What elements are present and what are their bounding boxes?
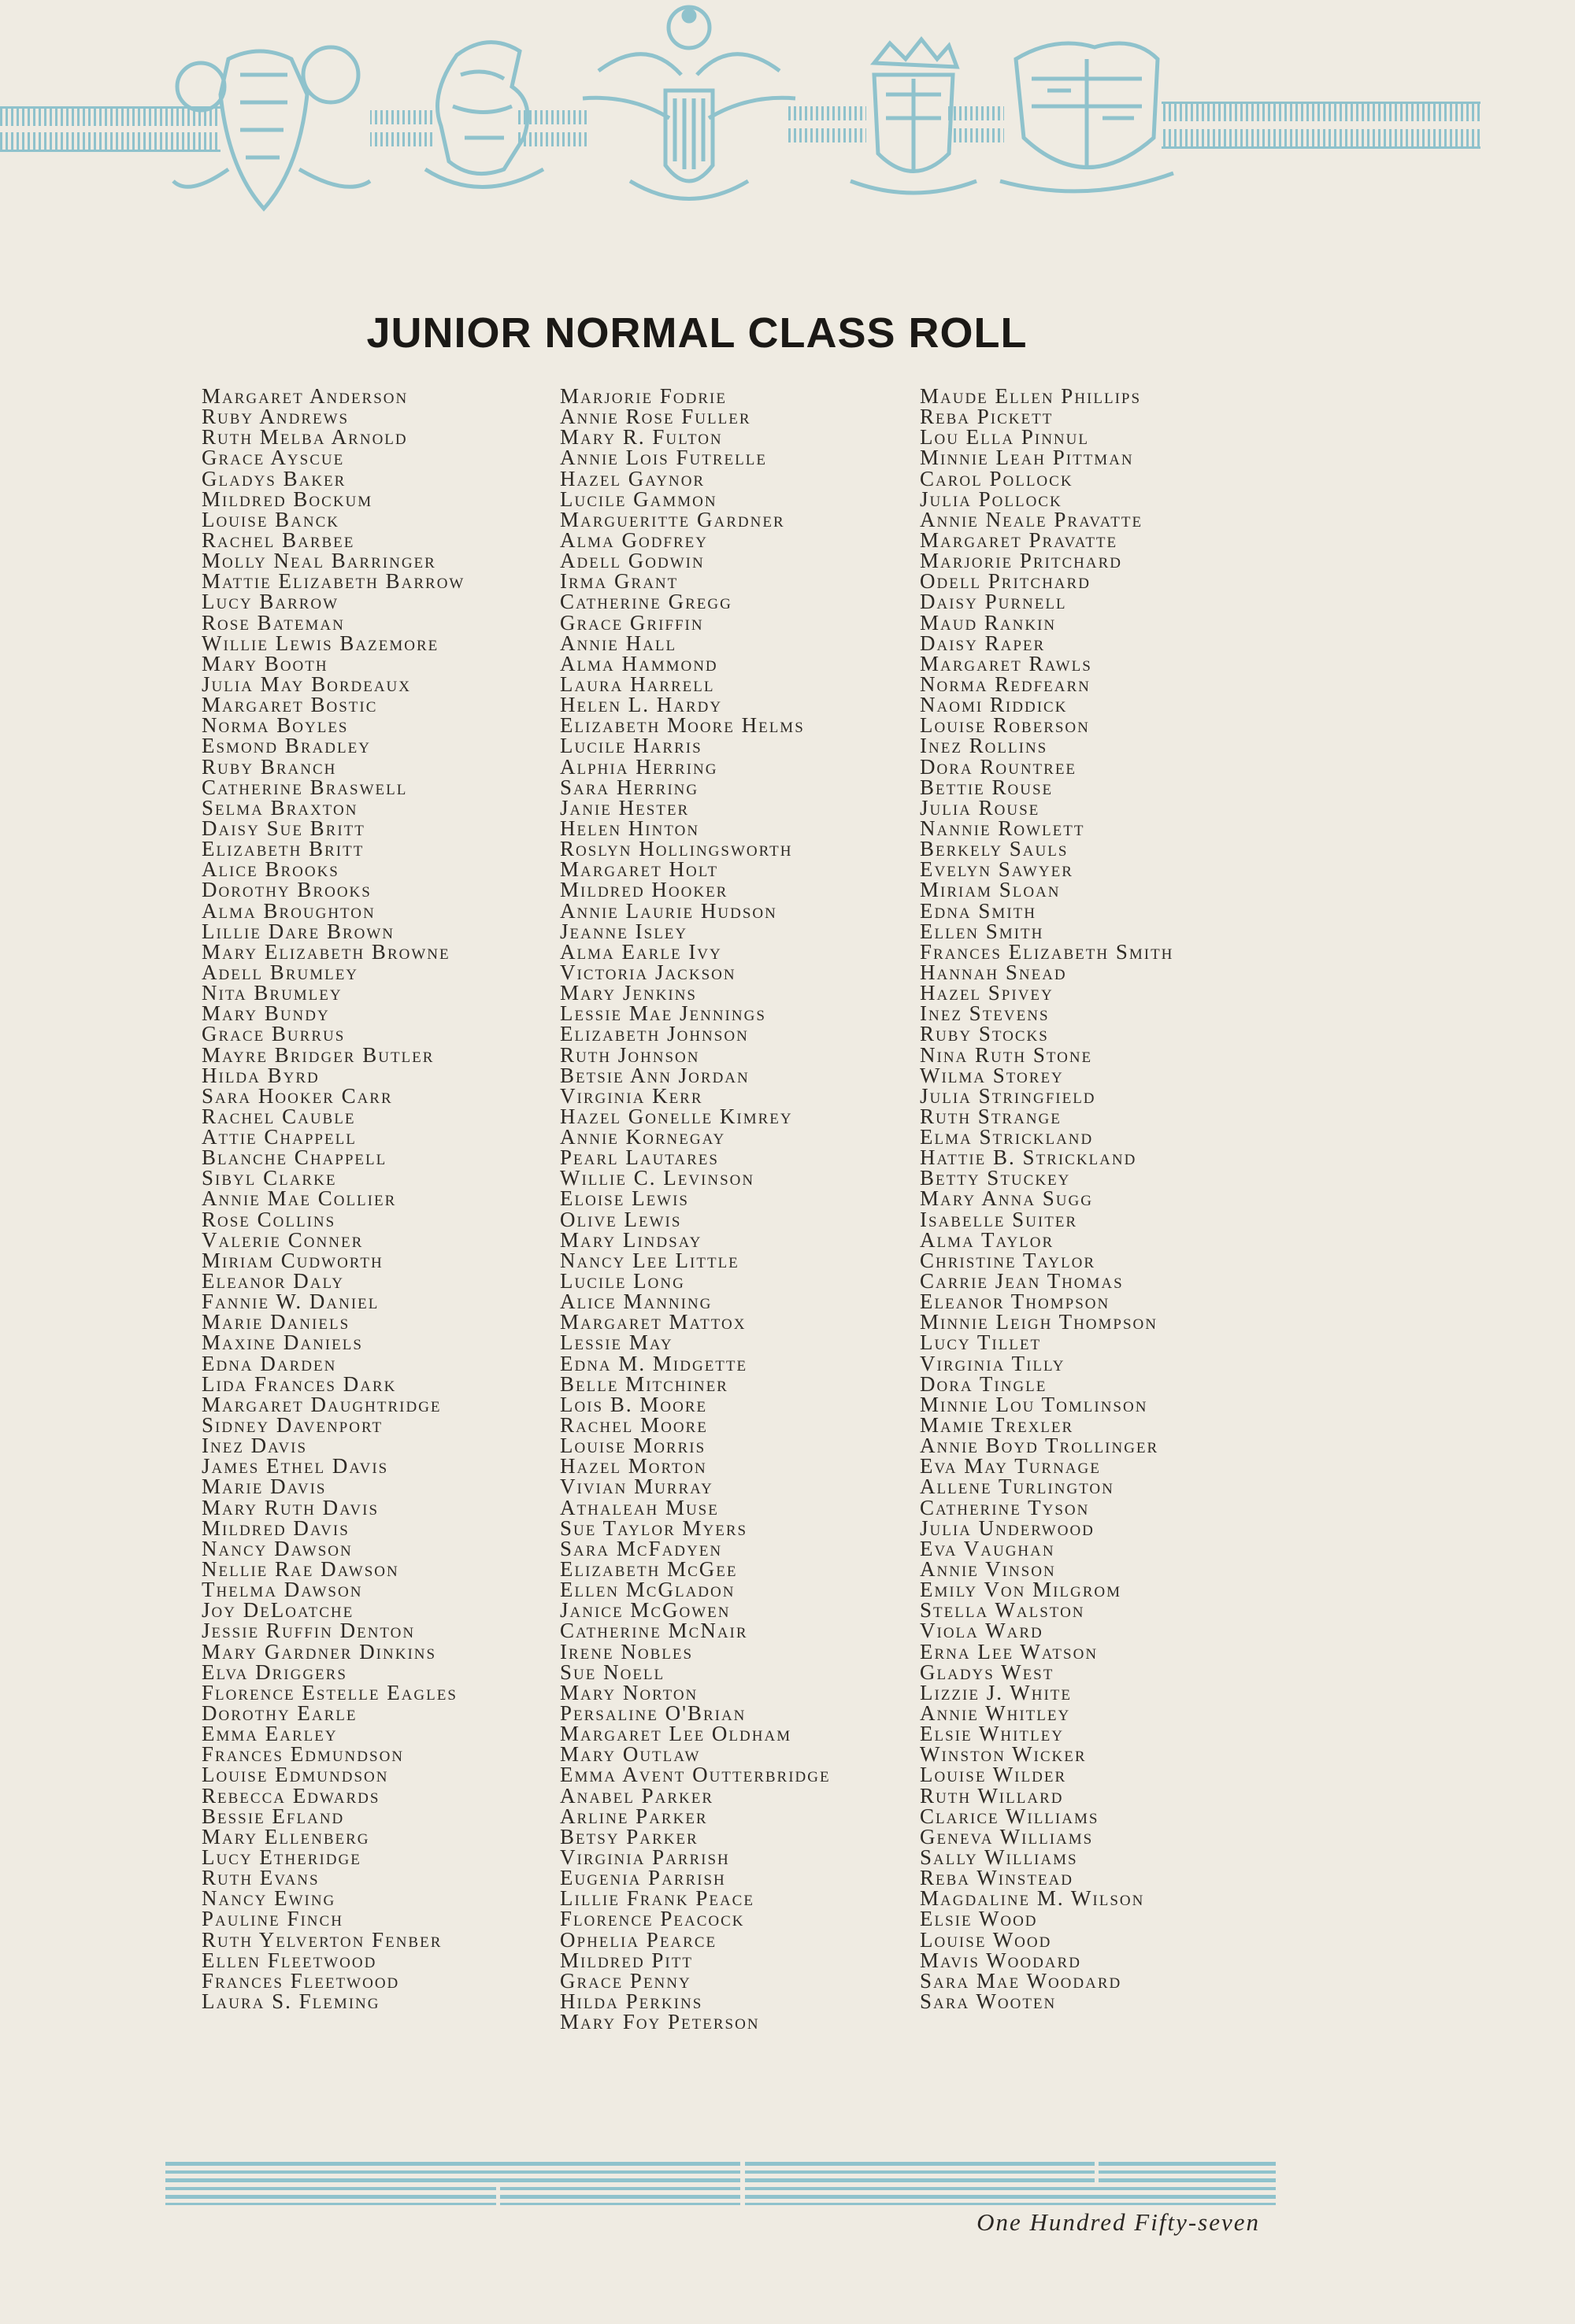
student-name: Ruth Yelverton Fenber xyxy=(202,1927,443,1952)
student-name: Lucile Gammon xyxy=(560,487,717,511)
student-name: Helen Hinton xyxy=(560,816,700,840)
student-name: Helen L. Hardy xyxy=(560,693,723,717)
student-name: Lessie May xyxy=(560,1330,673,1355)
student-name: Hattie B. Strickland xyxy=(920,1145,1137,1170)
student-name: Eloise Lewis xyxy=(560,1186,689,1211)
student-name: Ruth Melba Arnold xyxy=(202,425,408,450)
student-name: Mary Lindsay xyxy=(560,1227,702,1252)
class-roll xyxy=(0,386,1575,2055)
student-name: Rose Bateman xyxy=(202,610,345,635)
student-name: Nannie Rowlett xyxy=(920,816,1085,840)
student-name: Hazel Gonelle Kimrey xyxy=(560,1104,793,1128)
student-name: Lida Frances Dark xyxy=(202,1371,397,1396)
student-name: Hilda Perkins xyxy=(560,1989,703,2013)
student-name: Annie Kornegay xyxy=(560,1125,726,1149)
student-name: Irene Nobles xyxy=(560,1639,694,1663)
student-name: Sara McFadyen xyxy=(560,1536,723,1560)
student-name: Mamie Trexler xyxy=(920,1413,1074,1438)
student-name: Grace Penny xyxy=(560,1968,691,1993)
student-name: Mayre Bridger Butler xyxy=(202,1042,435,1067)
student-name: Louise Roberson xyxy=(920,713,1090,738)
student-name: Blanche Chappell xyxy=(202,1145,387,1170)
student-name: Margaret Daughtridge xyxy=(202,1392,442,1416)
student-name: Isabelle Suiter xyxy=(920,1207,1078,1231)
student-name: Annie Whitley xyxy=(920,1701,1071,1725)
student-name: Persaline O'Brian xyxy=(560,1701,747,1725)
student-name: Sue Taylor Myers xyxy=(560,1515,748,1540)
student-name: Roslyn Hollingsworth xyxy=(560,837,793,861)
student-name: Ruth Evans xyxy=(202,1866,320,1890)
student-name: Sidney Davenport xyxy=(202,1413,384,1438)
student-name: Alma Godfrey xyxy=(560,527,708,552)
student-name: Annie Mae Collier xyxy=(202,1186,397,1211)
student-name: Naomi Riddick xyxy=(920,693,1068,717)
student-name: Winston Wicker xyxy=(920,1742,1087,1767)
student-name: Annie Laurie Hudson xyxy=(560,898,777,923)
student-name: Mary Gardner Dinkins xyxy=(202,1639,437,1663)
student-name: Pearl Lautares xyxy=(560,1145,719,1170)
student-name: Mary Bundy xyxy=(202,1001,330,1026)
student-name: Elma Strickland xyxy=(920,1125,1094,1149)
student-name: Nancy Ewing xyxy=(202,1886,336,1911)
student-name: Emily Von Milgrom xyxy=(920,1578,1122,1602)
student-name: Norma Boyles xyxy=(202,713,349,738)
student-name: Hannah Snead xyxy=(920,960,1067,984)
student-name: Louise Wood xyxy=(920,1927,1052,1952)
student-name: Lillie Dare Brown xyxy=(202,919,395,943)
crest-shield-right-icon xyxy=(1000,43,1173,191)
student-name: Victoria Jackson xyxy=(560,960,736,984)
student-name: Ruth Strange xyxy=(920,1104,1062,1128)
student-name: Carol Pollock xyxy=(920,466,1073,490)
student-name: Pauline Finch xyxy=(202,1907,343,1931)
student-name: Hilda Byrd xyxy=(202,1063,320,1087)
page-number: One Hundred Fifty-seven xyxy=(976,2208,1260,2236)
student-name: Annie Hall xyxy=(560,631,677,655)
student-name: Julia Underwood xyxy=(920,1515,1095,1540)
student-name: Nancy Dawson xyxy=(202,1536,353,1560)
roll-column-3 xyxy=(920,386,1173,2011)
student-name: Hazel Spivey xyxy=(920,981,1054,1005)
student-name: Margaret Anderson xyxy=(202,384,409,408)
student-name: Gladys West xyxy=(920,1660,1054,1684)
student-name: Bettie Rouse xyxy=(920,775,1054,799)
student-name: Elsie Wood xyxy=(920,1907,1038,1931)
student-name: Minnie Leah Pittman xyxy=(920,446,1134,470)
student-name: Mary Norton xyxy=(560,1680,699,1704)
student-name: Alma Taylor xyxy=(920,1227,1054,1252)
student-name: Mary Elizabeth Browne xyxy=(202,939,450,964)
student-name: Hazel Morton xyxy=(560,1454,707,1478)
student-name: Ruby Stocks xyxy=(920,1022,1049,1046)
student-name: Irma Grant xyxy=(560,569,679,594)
student-name: Eva May Turnage xyxy=(920,1454,1101,1478)
student-name: Eleanor Daly xyxy=(202,1269,344,1293)
student-name: Mildred Hooker xyxy=(560,878,728,902)
student-name: Mary Outlaw xyxy=(560,1742,701,1767)
student-name: Alphia Herring xyxy=(560,754,718,779)
student-name: Eva Vaughan xyxy=(920,1536,1055,1560)
student-name: Lizzie J. White xyxy=(920,1680,1072,1704)
student-name: Maud Rankin xyxy=(920,610,1057,635)
student-name: Evelyn Sawyer xyxy=(920,857,1073,882)
student-name: Wilma Storey xyxy=(920,1063,1064,1087)
student-name: Lessie Mae Jennings xyxy=(560,1001,766,1026)
student-name: Alma Hammond xyxy=(560,651,718,675)
student-name: Mary Ruth Davis xyxy=(202,1495,380,1519)
crest-lion-icon xyxy=(425,43,543,187)
student-name: Elsie Whitley xyxy=(920,1722,1064,1746)
student-name: Clarice Williams xyxy=(920,1804,1099,1828)
student-name: Daisy Purnell xyxy=(920,590,1067,614)
student-name: Ellen McGladon xyxy=(560,1578,736,1602)
student-name: Lucile Long xyxy=(560,1269,685,1293)
student-name: Lillie Frank Peace xyxy=(560,1886,754,1911)
student-name: Elizabeth McGee xyxy=(560,1557,738,1582)
student-name: Louise Edmundson xyxy=(202,1763,389,1787)
student-name: Minnie Leigh Thompson xyxy=(920,1310,1158,1334)
student-name: Sally Williams xyxy=(920,1845,1078,1869)
student-name: Adell Godwin xyxy=(560,549,705,573)
student-name: Athaleah Muse xyxy=(560,1495,719,1519)
student-name: Willie C. Levinson xyxy=(560,1166,755,1190)
student-name: Minnie Lou Tomlinson xyxy=(920,1392,1148,1416)
student-name: Daisy Raper xyxy=(920,631,1046,655)
student-name: Erna Lee Watson xyxy=(920,1639,1099,1663)
student-name: Dora Rountree xyxy=(920,754,1077,779)
student-name: Alice Manning xyxy=(560,1290,713,1314)
student-name: Laura Harrell xyxy=(560,672,715,696)
student-name: Catherine McNair xyxy=(560,1619,748,1643)
student-name: Grace Burrus xyxy=(202,1022,346,1046)
student-name: Sara Wooten xyxy=(920,1989,1057,2013)
student-name: Adell Brumley xyxy=(202,960,359,984)
student-name: Berkely Sauls xyxy=(920,837,1069,861)
student-name: Christine Taylor xyxy=(920,1248,1096,1272)
student-name: Sibyl Clarke xyxy=(202,1166,337,1190)
student-name: Alma Broughton xyxy=(202,898,376,923)
student-name: Nina Ruth Stone xyxy=(920,1042,1093,1067)
student-name: Mattie Elizabeth Barrow xyxy=(202,569,465,594)
student-name: Virginia Parrish xyxy=(560,1845,730,1869)
student-name: Mary Foy Peterson xyxy=(560,2010,760,2034)
student-name: Geneva Williams xyxy=(920,1824,1094,1848)
student-name: Selma Braxton xyxy=(202,795,358,820)
student-name: Bessie Efland xyxy=(202,1804,345,1828)
crest-shield-left-icon xyxy=(173,47,370,209)
student-name: Fannie W. Daniel xyxy=(202,1290,380,1314)
student-name: Grace Griffin xyxy=(560,610,704,635)
student-name: Alice Brooks xyxy=(202,857,339,882)
student-name: Odell Pritchard xyxy=(920,569,1091,594)
student-name: Ruby Branch xyxy=(202,754,337,779)
student-name: Willie Lewis Bazemore xyxy=(202,631,439,655)
student-name: Frances Edmundson xyxy=(202,1742,405,1767)
student-name: Annie Lois Futrelle xyxy=(560,446,767,470)
student-name: Mavis Woodard xyxy=(920,1948,1081,1972)
student-name: Mildred Pitt xyxy=(560,1948,693,1972)
student-name: Maxine Daniels xyxy=(202,1330,363,1355)
student-name: Margaret Bostic xyxy=(202,693,378,717)
student-name: Valerie Conner xyxy=(202,1227,364,1252)
student-name: Frances Elizabeth Smith xyxy=(920,939,1174,964)
student-name: Nellie Rae Dawson xyxy=(202,1557,399,1582)
student-name: Dora Tingle xyxy=(920,1371,1047,1396)
student-name: Jeanne Isley xyxy=(560,919,688,943)
student-name: Sue Noell xyxy=(560,1660,665,1684)
student-name: Janie Hester xyxy=(560,795,690,820)
student-name: Annie Rose Fuller xyxy=(560,405,751,429)
student-name: Betsy Parker xyxy=(560,1824,699,1848)
student-name: Dorothy Brooks xyxy=(202,878,372,902)
right-bar-rules xyxy=(1162,102,1480,149)
student-name: Mary R. Fulton xyxy=(560,425,723,450)
roll-column-2 xyxy=(560,386,831,2032)
student-name: Edna M. Midgette xyxy=(560,1351,748,1375)
crest-eagle-icon xyxy=(583,7,795,199)
student-name: Esmond Bradley xyxy=(202,734,371,758)
student-name: Janice McGowen xyxy=(560,1598,731,1623)
student-name: Rose Collins xyxy=(202,1207,336,1231)
student-name: Marie Davis xyxy=(202,1475,327,1499)
roll-column-1 xyxy=(202,386,465,2011)
student-name: Hazel Gaynor xyxy=(560,466,706,490)
student-name: Jessie Ruffin Denton xyxy=(202,1619,416,1643)
student-name: Vivian Murray xyxy=(560,1475,713,1499)
student-name: Thelma Dawson xyxy=(202,1578,363,1602)
heraldic-header-ornament xyxy=(0,0,1575,228)
student-name: Elizabeth Johnson xyxy=(560,1022,749,1046)
student-name: Inez Davis xyxy=(202,1434,308,1458)
student-name: Ruth Johnson xyxy=(560,1042,700,1067)
student-name: Marie Daniels xyxy=(202,1310,350,1334)
student-name: Elizabeth Britt xyxy=(202,837,365,861)
student-name: Ellen Smith xyxy=(920,919,1044,943)
footer-ornament-band xyxy=(165,2159,1276,2207)
student-name: Arline Parker xyxy=(560,1804,708,1828)
student-name: Marjorie Pritchard xyxy=(920,549,1123,573)
student-name: Dorothy Earle xyxy=(202,1701,358,1725)
student-name: Joy DeLoatche xyxy=(202,1598,354,1623)
student-name: Miriam Cudworth xyxy=(202,1248,384,1272)
student-name: James Ethel Davis xyxy=(202,1454,389,1478)
student-name: Margaret Pravatte xyxy=(920,527,1118,552)
student-name: Nancy Lee Little xyxy=(560,1248,739,1272)
page-title: JUNIOR NORMAL CLASS ROLL xyxy=(366,309,1028,357)
student-name: Emma Avent Outterbridge xyxy=(560,1763,831,1787)
student-name: Virginia Kerr xyxy=(560,1083,703,1108)
student-name: Rachel Cauble xyxy=(202,1104,356,1128)
student-name: Catherine Braswell xyxy=(202,775,408,799)
student-name: Anabel Parker xyxy=(560,1783,713,1808)
student-name: Lucy Barrow xyxy=(202,590,339,614)
student-name: Olive Lewis xyxy=(560,1207,682,1231)
student-name: Louise Banck xyxy=(202,507,340,531)
student-name: Margaret Lee Oldham xyxy=(560,1722,792,1746)
student-name: Edna Smith xyxy=(920,898,1036,923)
student-name: Norma Redfearn xyxy=(920,672,1091,696)
student-name: Ruth Willard xyxy=(920,1783,1064,1808)
student-name: Sara Hooker Carr xyxy=(202,1083,393,1108)
student-name: Margaret Rawls xyxy=(920,651,1092,675)
student-name: Mildred Davis xyxy=(202,1515,350,1540)
student-name: Maude Ellen Phillips xyxy=(920,384,1142,408)
student-name: Mary Booth xyxy=(202,651,328,675)
student-name: Reba Winstead xyxy=(920,1866,1074,1890)
student-name: Miriam Sloan xyxy=(920,878,1061,902)
student-name: Belle Mitchiner xyxy=(560,1371,728,1396)
student-name: Gladys Baker xyxy=(202,466,346,490)
student-name: Carrie Jean Thomas xyxy=(920,1269,1124,1293)
student-name: Grace Ayscue xyxy=(202,446,345,470)
student-name: Julia May Bordeaux xyxy=(202,672,411,696)
student-name: Inez Rollins xyxy=(920,734,1048,758)
student-name: Rachel Moore xyxy=(560,1413,708,1438)
student-name: Lucile Harris xyxy=(560,734,702,758)
student-name: Sara Mae Woodard xyxy=(920,1968,1122,1993)
student-name: Catherine Gregg xyxy=(560,590,732,614)
student-name: Lucy Etheridge xyxy=(202,1845,361,1869)
student-name: Annie Neale Pravatte xyxy=(920,507,1143,531)
student-name: Ophelia Pearce xyxy=(560,1927,717,1952)
student-name: Sara Herring xyxy=(560,775,699,799)
student-name: Ruby Andrews xyxy=(202,405,350,429)
student-name: Lois B. Moore xyxy=(560,1392,708,1416)
student-name: Mary Anna Sugg xyxy=(920,1186,1093,1211)
student-name: Molly Neal Barringer xyxy=(202,549,436,573)
student-name: Julia Pollock xyxy=(920,487,1062,511)
student-name: Betsie Ann Jordan xyxy=(560,1063,750,1087)
student-name: Marjorie Fodrie xyxy=(560,384,727,408)
student-name: Betty Stuckey xyxy=(920,1166,1071,1190)
student-name: Rebecca Edwards xyxy=(202,1783,380,1808)
student-name: Lou Ella Pinnul xyxy=(920,425,1089,450)
student-name: Mildred Bockum xyxy=(202,487,373,511)
student-name: Louise Wilder xyxy=(920,1763,1067,1787)
student-name: Margaret Holt xyxy=(560,857,719,882)
student-name: Reba Pickett xyxy=(920,405,1054,429)
student-name: Louise Morris xyxy=(560,1434,706,1458)
student-name: Eugenia Parrish xyxy=(560,1866,726,1890)
student-name: Lucy Tillet xyxy=(920,1330,1042,1355)
student-name: Elva Driggers xyxy=(202,1660,347,1684)
student-name: Magdaline M. Wilson xyxy=(920,1886,1145,1911)
student-name: Attie Chappell xyxy=(202,1125,357,1149)
student-name: Margueritte Gardner xyxy=(560,507,785,531)
student-name: Catherine Tyson xyxy=(920,1495,1090,1519)
student-name: Alma Earle Ivy xyxy=(560,939,722,964)
student-name: Julia Rouse xyxy=(920,795,1040,820)
student-name: Inez Stevens xyxy=(920,1001,1050,1026)
student-name: Daisy Sue Britt xyxy=(202,816,365,840)
student-name: Rachel Barbee xyxy=(202,527,355,552)
student-name: Mary Ellenberg xyxy=(202,1824,370,1848)
student-name: Allene Turlington xyxy=(920,1475,1114,1499)
student-name: Virginia Tilly xyxy=(920,1351,1065,1375)
student-name: Nita Brumley xyxy=(202,981,343,1005)
student-name: Viola Ward xyxy=(920,1619,1043,1643)
student-name: Elizabeth Moore Helms xyxy=(560,713,805,738)
student-name: Emma Earley xyxy=(202,1722,338,1746)
student-name: Julia Stringfield xyxy=(920,1083,1096,1108)
student-name: Annie Vinson xyxy=(920,1557,1056,1582)
student-name: Edna Darden xyxy=(202,1351,337,1375)
left-bar-rules xyxy=(0,106,220,152)
student-name: Ellen Fleetwood xyxy=(202,1948,377,1972)
student-name: Margaret Mattox xyxy=(560,1310,747,1334)
student-name: Annie Boyd Trollinger xyxy=(920,1434,1159,1458)
student-name: Stella Walston xyxy=(920,1598,1085,1623)
middle-bar-rules xyxy=(370,106,1004,146)
student-name: Laura S. Fleming xyxy=(202,1989,380,2013)
student-name: Florence Peacock xyxy=(560,1907,745,1931)
student-name: Frances Fleetwood xyxy=(202,1968,400,1993)
student-name: Mary Jenkins xyxy=(560,981,697,1005)
student-name: Eleanor Thompson xyxy=(920,1290,1110,1314)
student-name: Florence Estelle Eagles xyxy=(202,1680,458,1704)
